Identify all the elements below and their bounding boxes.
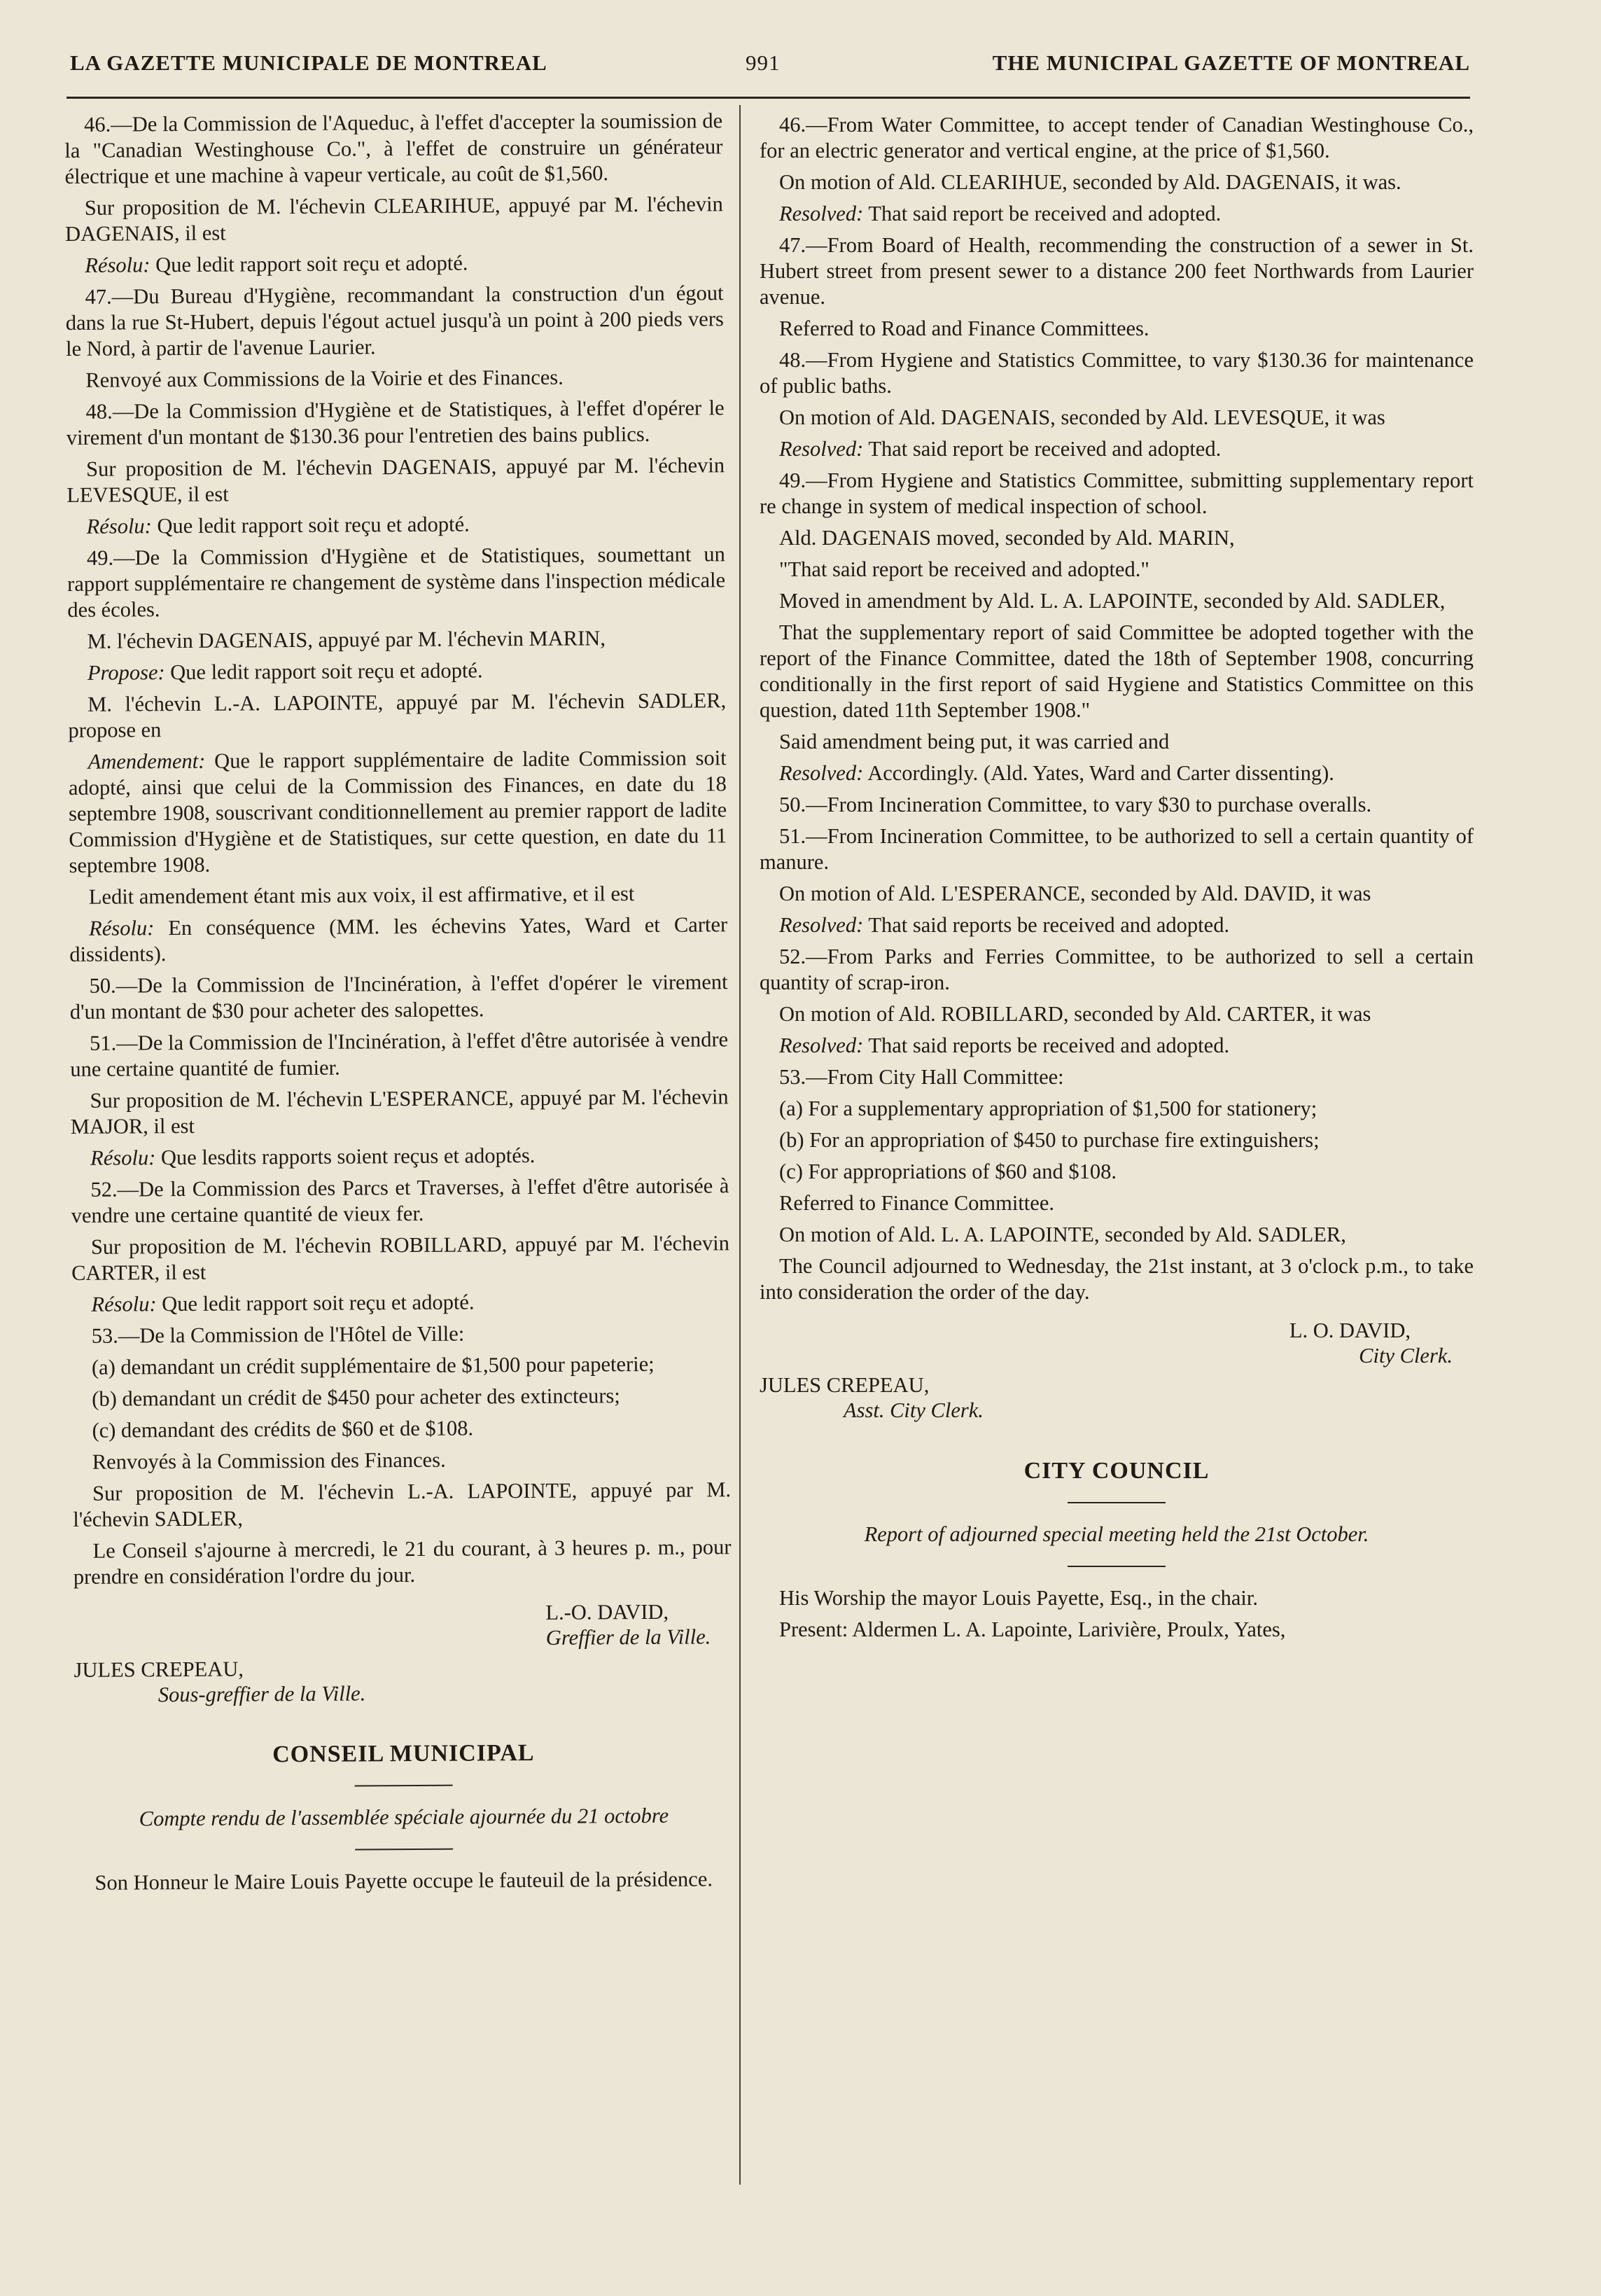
- paragraph: M. l'échevin L.-A. LAPOINTE, appuyé par M. l'échevin SADLER, propose en: [68, 688, 727, 742]
- paragraph: Resolved: That said report be received and adopted.: [779, 202, 1222, 225]
- english-signature: [760, 1318, 1474, 1437]
- paragraph: 47.—From Board of Health, recommending the construction of a sewer in St. Hubert street from present sewer to a distance 200 feet Northwards from Laurier avenue.: [760, 233, 1474, 309]
- english-section-title: CITY COUNCIL: [1023, 1458, 1210, 1484]
- paragraph: 51.—From Incineration Committee, to be authorized to sell a certain quantity of manure.: [760, 824, 1474, 874]
- paragraph: Referred to Road and Finance Committees.: [779, 316, 1149, 340]
- paragraph: 52.—De la Commission des Parcs et Traverses, à l'effet d'être autorisée à vendre une certaine quantité de vieux fer.: [71, 1174, 729, 1227]
- paragraph: Referred to Finance Committee.: [779, 1191, 1054, 1215]
- paragraph: (c) For appropriations of $60 and $108.: [779, 1160, 1117, 1183]
- english-column: [760, 112, 1474, 1648]
- paragraph: 47.—Du Bureau d'Hygiène, recommandant la construction d'un égout dans la rue St-Hubert, depuis l'égout actuel jusqu'à un point à 200 pieds vers le Nord, à partir de l'avenue Laurier.: [65, 281, 724, 361]
- english-opening-text-1: His Worship the mayor Louis Payette, Esq., in the chair.: [779, 1586, 1258, 1610]
- resolution-label: Resolved:: [779, 1034, 864, 1057]
- paragraph: Le Conseil s'ajourne à mercredi, le 21 du courant, à 3 heures p. m., pour prendre en considération l'ordre du jour.: [73, 1535, 732, 1589]
- paragraph: 49.—From Hygiene and Statistics Committee, submitting supplementary report re change in system of medical inspection of school.: [760, 468, 1474, 518]
- paragraph: Résolu: Que lesdits rapports soient reçus et adoptés.: [90, 1143, 536, 1170]
- resolution-label: Résolu:: [85, 253, 151, 277]
- english-opening-text-2: Present: Aldermen L. A. Lapointe, Larivière, Proulx, Yates,: [779, 1617, 1286, 1641]
- french-section-title: CONSEIL MUNICIPAL: [272, 1739, 535, 1768]
- paragraph: 50.—De la Commission de l'Incinération, à l'effet d'opérer le virement d'un montant de $30 pour acheter des salopettes.: [69, 970, 728, 1024]
- section-rule: [355, 1849, 453, 1851]
- resolution-label: Resolved:: [779, 202, 864, 225]
- paragraph: Sur proposition de M. l'échevin DAGENAIS, appuyé par M. l'échevin LEVESQUE, il est: [67, 453, 725, 507]
- paragraph: (c) demandant des crédits de $60 et de $108.: [92, 1416, 474, 1442]
- assistant-clerk-name: JULES CREPEAU,: [760, 1373, 930, 1397]
- header-french-title: LA GAZETTE MUNICIPALE DE MONTREAL: [70, 50, 547, 75]
- french-opening-text: Son Honneur le Maire Louis Payette occupe le fauteuil de la présidence.: [95, 1867, 713, 1895]
- paragraph: On motion of Ald. L. A. LAPOINTE, seconded by Ald. SADLER,: [779, 1223, 1346, 1246]
- paragraph: M. l'échevin DAGENAIS, appuyé par M. l'échevin MARIN,: [87, 626, 606, 653]
- paragraph: On motion of Ald. CLEARIHUE, seconded by Ald. DAGENAIS, it was.: [779, 170, 1401, 194]
- clerk-title: City Clerk.: [1359, 1344, 1453, 1368]
- resolution-label: Amendement:: [88, 749, 206, 774]
- resolution-label: Résolu:: [91, 1292, 157, 1316]
- paragraph: (a) For a supplementary appropriation of $1,500 for stationery;: [779, 1097, 1317, 1120]
- paragraph: (b) For an appropriation of $450 to purchase fire extinguishers;: [779, 1128, 1320, 1152]
- resolution-label: Propose:: [87, 660, 165, 685]
- clerk-name: L. O. DAVID,: [1289, 1319, 1411, 1342]
- assistant-clerk-title: Sous-greffier de la Ville.: [158, 1681, 366, 1707]
- paragraph: Amendement: Que le rapport supplémentaire de ladite Commission soit adopté, ainsi que celui de la Commission des Finances, en date du 18 septembre 1908, souscrivant conditionnellement au premier rapport de ladite Commission d'Hygiène et de Statistiques, sur cette question, en date du 11 septembre 1908.: [68, 746, 727, 877]
- english-paragraphs: [760, 112, 1474, 1305]
- paragraph: Renvoyés à la Commission des Finances.: [92, 1447, 446, 1474]
- paragraph: 46.—De la Commission de l'Aqueduc, à l'effet d'accepter la soumission de la "Canadian Westinghouse Co.", à l'effet de construire un générateur électrique et une machine à vapeur verticale, au coût de $1,560.: [64, 109, 723, 188]
- paragraph: On motion of Ald. L'ESPERANCE, seconded by Ald. DAVID, it was: [779, 882, 1371, 905]
- paragraph: Résolu: Que ledit rapport soit reçu et adopté.: [85, 251, 468, 277]
- paragraph: Sur proposition de M. l'échevin L'ESPERANCE, appuyé par M. l'échevin MAJOR, il est: [70, 1085, 729, 1139]
- paragraph: That the supplementary report of said Committee be adopted together with the report of the Finance Committee, dated the 18th of September 1908, concurring conditionally in the first report of said Hygiene and Statistics Committee on this question, dated 11th September 1908.": [760, 620, 1474, 722]
- assistant-clerk-name: JULES CREPEAU,: [74, 1657, 244, 1682]
- resolution-label: Résolu:: [86, 514, 152, 538]
- french-column: [64, 108, 734, 1902]
- paragraph: The Council adjourned to Wednesday, the 21st instant, at 3 o'clock p.m., to take into consideration the order of the day.: [760, 1254, 1474, 1304]
- french-signature: [74, 1599, 732, 1722]
- paragraph: On motion of Ald. DAGENAIS, seconded by Ald. LEVESQUE, it was: [779, 405, 1385, 429]
- english-section-subtitle: Report of adjourned special meeting held the 21st October.: [864, 1522, 1369, 1546]
- paragraph: Renvoyé aux Commissions de la Voirie et des Finances.: [85, 365, 564, 392]
- paragraph: Sur proposition de M. l'échevin ROBILLARD, appuyé par M. l'échevin CARTER, il est: [71, 1231, 729, 1285]
- paragraph: 46.—From Water Committee, to accept tender of Canadian Westinghouse Co., for an electric generator and vertical engine, at the price of $1,560.: [760, 113, 1474, 162]
- column-divider: [739, 105, 741, 2185]
- assistant-clerk-title: Asst. City Clerk.: [844, 1398, 984, 1422]
- resolution-label: Résolu:: [89, 916, 155, 940]
- header-rule: [67, 97, 1470, 99]
- paragraph: 53.—From City Hall Committee:: [779, 1065, 1064, 1089]
- paragraph: 50.—From Incineration Committee, to vary $30 to purchase overalls.: [779, 793, 1372, 816]
- resolution-label: Resolved:: [779, 761, 864, 785]
- header-english-title: THE MUNICIPAL GAZETTE OF MONTREAL: [992, 50, 1470, 75]
- paragraph: Ledit amendement étant mis aux voix, il est affirmative, et il est: [88, 882, 635, 909]
- paragraph: Résolu: Que ledit rapport soit reçu et adopté.: [91, 1290, 475, 1316]
- resolution-label: Résolu:: [90, 1146, 156, 1170]
- section-rule: [355, 1785, 453, 1787]
- paragraph: 48.—De la Commission d'Hygiène et de Statistiques, à l'effet d'opérer le virement d'un montant de $130.36 pour l'entretien des bains publics.: [66, 396, 725, 450]
- paragraph: (b) demandant un crédit de $450 pour acheter des extincteurs;: [92, 1384, 620, 1411]
- paragraph: Resolved: That said report be received and adopted.: [779, 437, 1222, 461]
- paragraph: Résolu: En conséquence (MM. les échevins Yates, Ward et Carter dissidents).: [69, 912, 728, 966]
- paragraph: 52.—From Parks and Ferries Committee, to be authorized to sell a certain quantity of scrap-iron.: [760, 945, 1474, 994]
- paragraph: Sur proposition de M. l'échevin L.-A. LAPOINTE, appuyé par M. l'échevin SADLER,: [73, 1477, 732, 1531]
- paragraph: 49.—De la Commission d'Hygiène et de Statistiques, soumettant un rapport supplémentaire re changement de système dans l'inspection médicale des écoles.: [67, 542, 726, 622]
- paragraph: 48.—From Hygiene and Statistics Committee, to vary $130.36 for maintenance of public baths.: [760, 348, 1474, 398]
- paragraph: Sur proposition de M. l'échevin CLEARIHUE, appuyé par M. l'échevin DAGENAIS, il est: [64, 192, 723, 246]
- section-rule: [1068, 1566, 1166, 1567]
- french-paragraphs: [64, 108, 732, 1590]
- paragraph: Resolved: That said reports be received and adopted.: [779, 913, 1230, 937]
- clerk-name: L.-O. DAVID,: [545, 1599, 669, 1624]
- paragraph: On motion of Ald. ROBILLARD, seconded by Ald. CARTER, it was: [779, 1002, 1371, 1026]
- paragraph: Moved in amendment by Ald. L. A. LAPOINTE, seconded by Ald. SADLER,: [779, 589, 1446, 613]
- paragraph: "That said report be received and adopted.": [779, 557, 1149, 581]
- paragraph: (a) demandant un crédit supplémentaire de $1,500 pour papeterie;: [91, 1351, 655, 1379]
- clerk-title: Greffier de la Ville.: [545, 1624, 711, 1650]
- paragraph: Propose: Que ledit rapport soit reçu et adopté.: [87, 658, 483, 685]
- paragraph: 53.—De la Commission de l'Hôtel de Ville:: [91, 1321, 465, 1348]
- resolution-label: Resolved:: [779, 913, 864, 937]
- paragraph: Resolved: That said reports be received and adopted.: [779, 1034, 1230, 1057]
- paragraph: Résolu: Que ledit rapport soit reçu et adopté.: [86, 512, 470, 538]
- section-rule: [1068, 1502, 1166, 1503]
- paragraph: 51.—De la Commission de l'Incinération, à l'effet d'être autorisée à vendre une certaine quantité de fumier.: [70, 1027, 729, 1081]
- page-number: 991: [746, 50, 781, 75]
- paragraph: Said amendment being put, it was carried and: [779, 730, 1170, 753]
- french-section-subtitle: Compte rendu de l'assemblée spéciale ajournée du 21 octobre: [139, 1803, 669, 1831]
- resolution-label: Resolved:: [779, 437, 864, 461]
- page-header: [70, 50, 1470, 85]
- paragraph: Resolved: Accordingly. (Ald. Yates, Ward and Carter dissenting).: [779, 761, 1334, 785]
- paragraph: Ald. DAGENAIS moved, seconded by Ald. MARIN,: [779, 526, 1235, 550]
